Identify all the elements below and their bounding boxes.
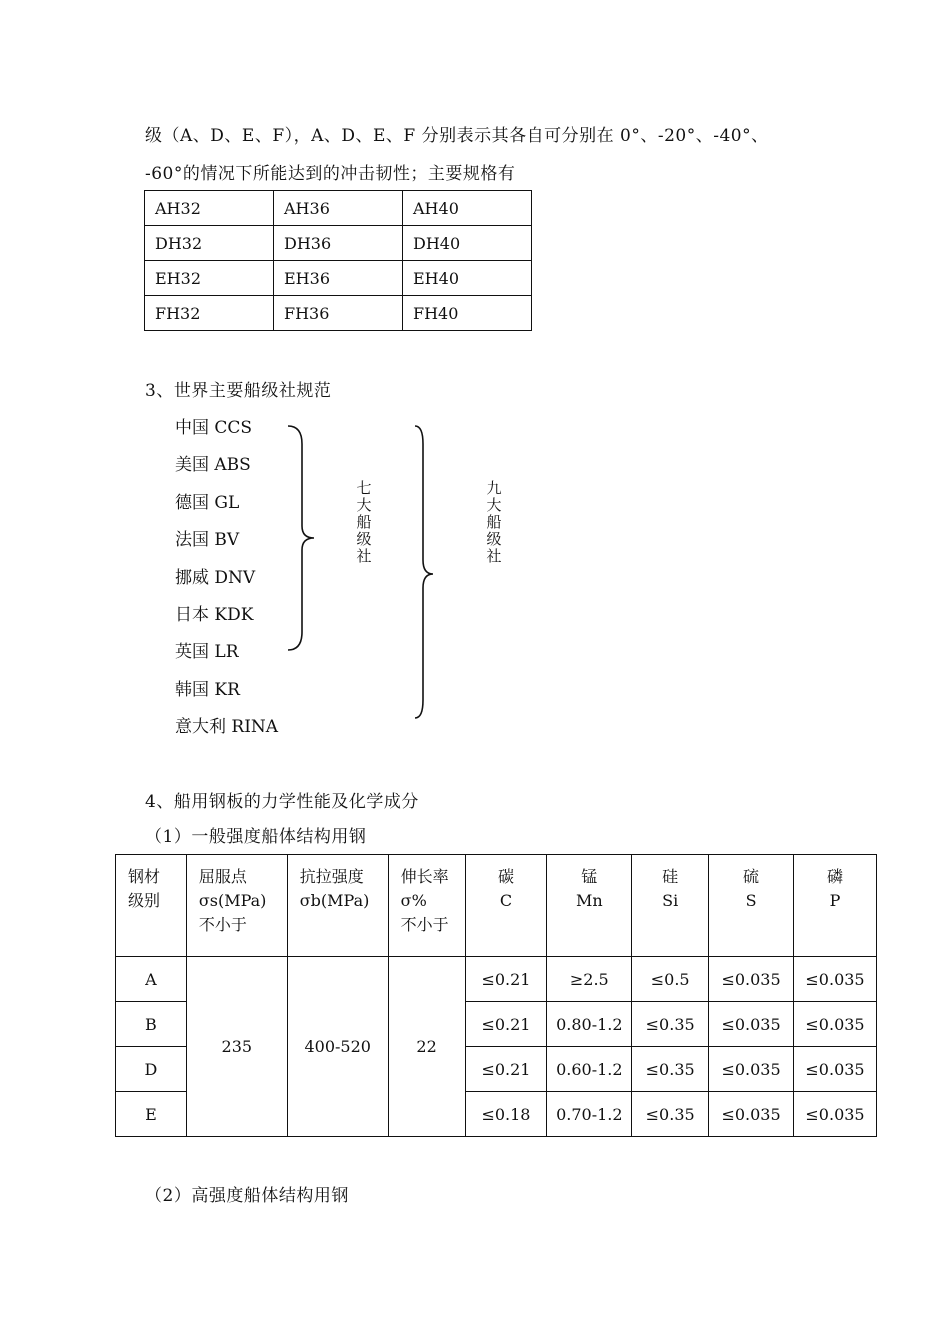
carbon-cell: ≤0.21	[465, 957, 547, 1002]
table-row	[116, 957, 877, 1002]
table-header-row	[116, 855, 877, 957]
header-manganese: 锰 Mn	[547, 855, 632, 957]
steel-properties-table	[115, 854, 877, 1137]
section-4-heading: 4、船用钢板的力学性能及化学成分	[145, 792, 419, 812]
table-row	[145, 191, 532, 226]
header-silicon: 硅 Si	[632, 855, 709, 957]
table-cell: DH40	[403, 226, 532, 261]
society-item: 德国 GL	[175, 493, 240, 513]
sulfur-cell: ≤0.035	[709, 1047, 794, 1092]
silicon-cell: ≤0.35	[632, 1002, 709, 1047]
yield-cell: 235	[186, 957, 287, 1137]
table-cell: FH32	[145, 296, 274, 331]
brace-nine-societies	[405, 420, 445, 725]
manganese-cell: 0.60-1.2	[547, 1047, 632, 1092]
brace-seven-societies	[280, 420, 330, 655]
table-cell: EH32	[145, 261, 274, 296]
header-carbon: 碳 C	[465, 855, 547, 957]
table-row	[145, 261, 532, 296]
carbon-cell: ≤0.21	[465, 1047, 547, 1092]
silicon-cell: ≤0.35	[632, 1092, 709, 1137]
header-tensile-strength: 抗拉强度 σb(MPa)	[287, 855, 388, 957]
subsection-2-heading: （2）高强度船体结构用钢	[145, 1186, 349, 1206]
manganese-cell: ≥2.5	[547, 957, 632, 1002]
tensile-cell: 400-520	[287, 957, 388, 1137]
table-cell: DH32	[145, 226, 274, 261]
header-yield-point: 屈服点 σs(MPa) 不小于	[186, 855, 287, 957]
table-cell: AH40	[403, 191, 532, 226]
seven-societies-label: 七 大 船 级 社	[356, 479, 372, 565]
society-item: 美国 ABS	[175, 455, 251, 475]
subsection-1-heading: （1）一般强度船体结构用钢	[145, 827, 367, 847]
grade-table	[144, 190, 532, 331]
society-item: 韩国 KR	[175, 680, 240, 700]
table-cell: EH40	[403, 261, 532, 296]
table-cell: AH36	[274, 191, 403, 226]
sulfur-cell: ≤0.035	[709, 957, 794, 1002]
table-cell: DH36	[274, 226, 403, 261]
table-row	[145, 296, 532, 331]
society-item: 法国 BV	[175, 530, 240, 550]
silicon-cell: ≤0.35	[632, 1047, 709, 1092]
manganese-cell: 0.80-1.2	[547, 1002, 632, 1047]
header-elongation: 伸长率 σ% 不小于	[388, 855, 465, 957]
intro-line-1: 级（A、D、E、F），A、D、E、F 分别表示其各自可分别在 0°、-20°、-40°、	[145, 126, 769, 146]
society-item: 日本 KDK	[175, 605, 254, 625]
society-item: 意大利 RINA	[175, 717, 279, 737]
intro-line-2: -60°的情况下所能达到的冲击韧性；主要规格有	[145, 164, 516, 184]
silicon-cell: ≤0.5	[632, 957, 709, 1002]
grade-cell: D	[116, 1047, 187, 1092]
elongation-cell: 22	[388, 957, 465, 1137]
header-sulfur: 硫 S	[709, 855, 794, 957]
society-item: 中国 CCS	[175, 418, 253, 438]
phosphorus-cell: ≤0.035	[794, 1092, 877, 1137]
table-cell: FH40	[403, 296, 532, 331]
nine-societies-label: 九 大 船 级 社	[486, 479, 502, 565]
header-grade: 钢材 级别	[116, 855, 187, 957]
carbon-cell: ≤0.21	[465, 1002, 547, 1047]
carbon-cell: ≤0.18	[465, 1092, 547, 1137]
header-phosphorus: 磷 P	[794, 855, 877, 957]
table-cell: EH36	[274, 261, 403, 296]
grade-cell: E	[116, 1092, 187, 1137]
sulfur-cell: ≤0.035	[709, 1092, 794, 1137]
phosphorus-cell: ≤0.035	[794, 1002, 877, 1047]
section-3-heading: 3、世界主要船级社规范	[145, 381, 332, 401]
grade-cell: B	[116, 1002, 187, 1047]
manganese-cell: 0.70-1.2	[547, 1092, 632, 1137]
table-row	[145, 226, 532, 261]
table-cell: AH32	[145, 191, 274, 226]
phosphorus-cell: ≤0.035	[794, 957, 877, 1002]
phosphorus-cell: ≤0.035	[794, 1047, 877, 1092]
society-item: 挪威 DNV	[175, 568, 256, 588]
table-cell: FH36	[274, 296, 403, 331]
society-item: 英国 LR	[175, 642, 239, 662]
sulfur-cell: ≤0.035	[709, 1002, 794, 1047]
grade-cell: A	[116, 957, 187, 1002]
